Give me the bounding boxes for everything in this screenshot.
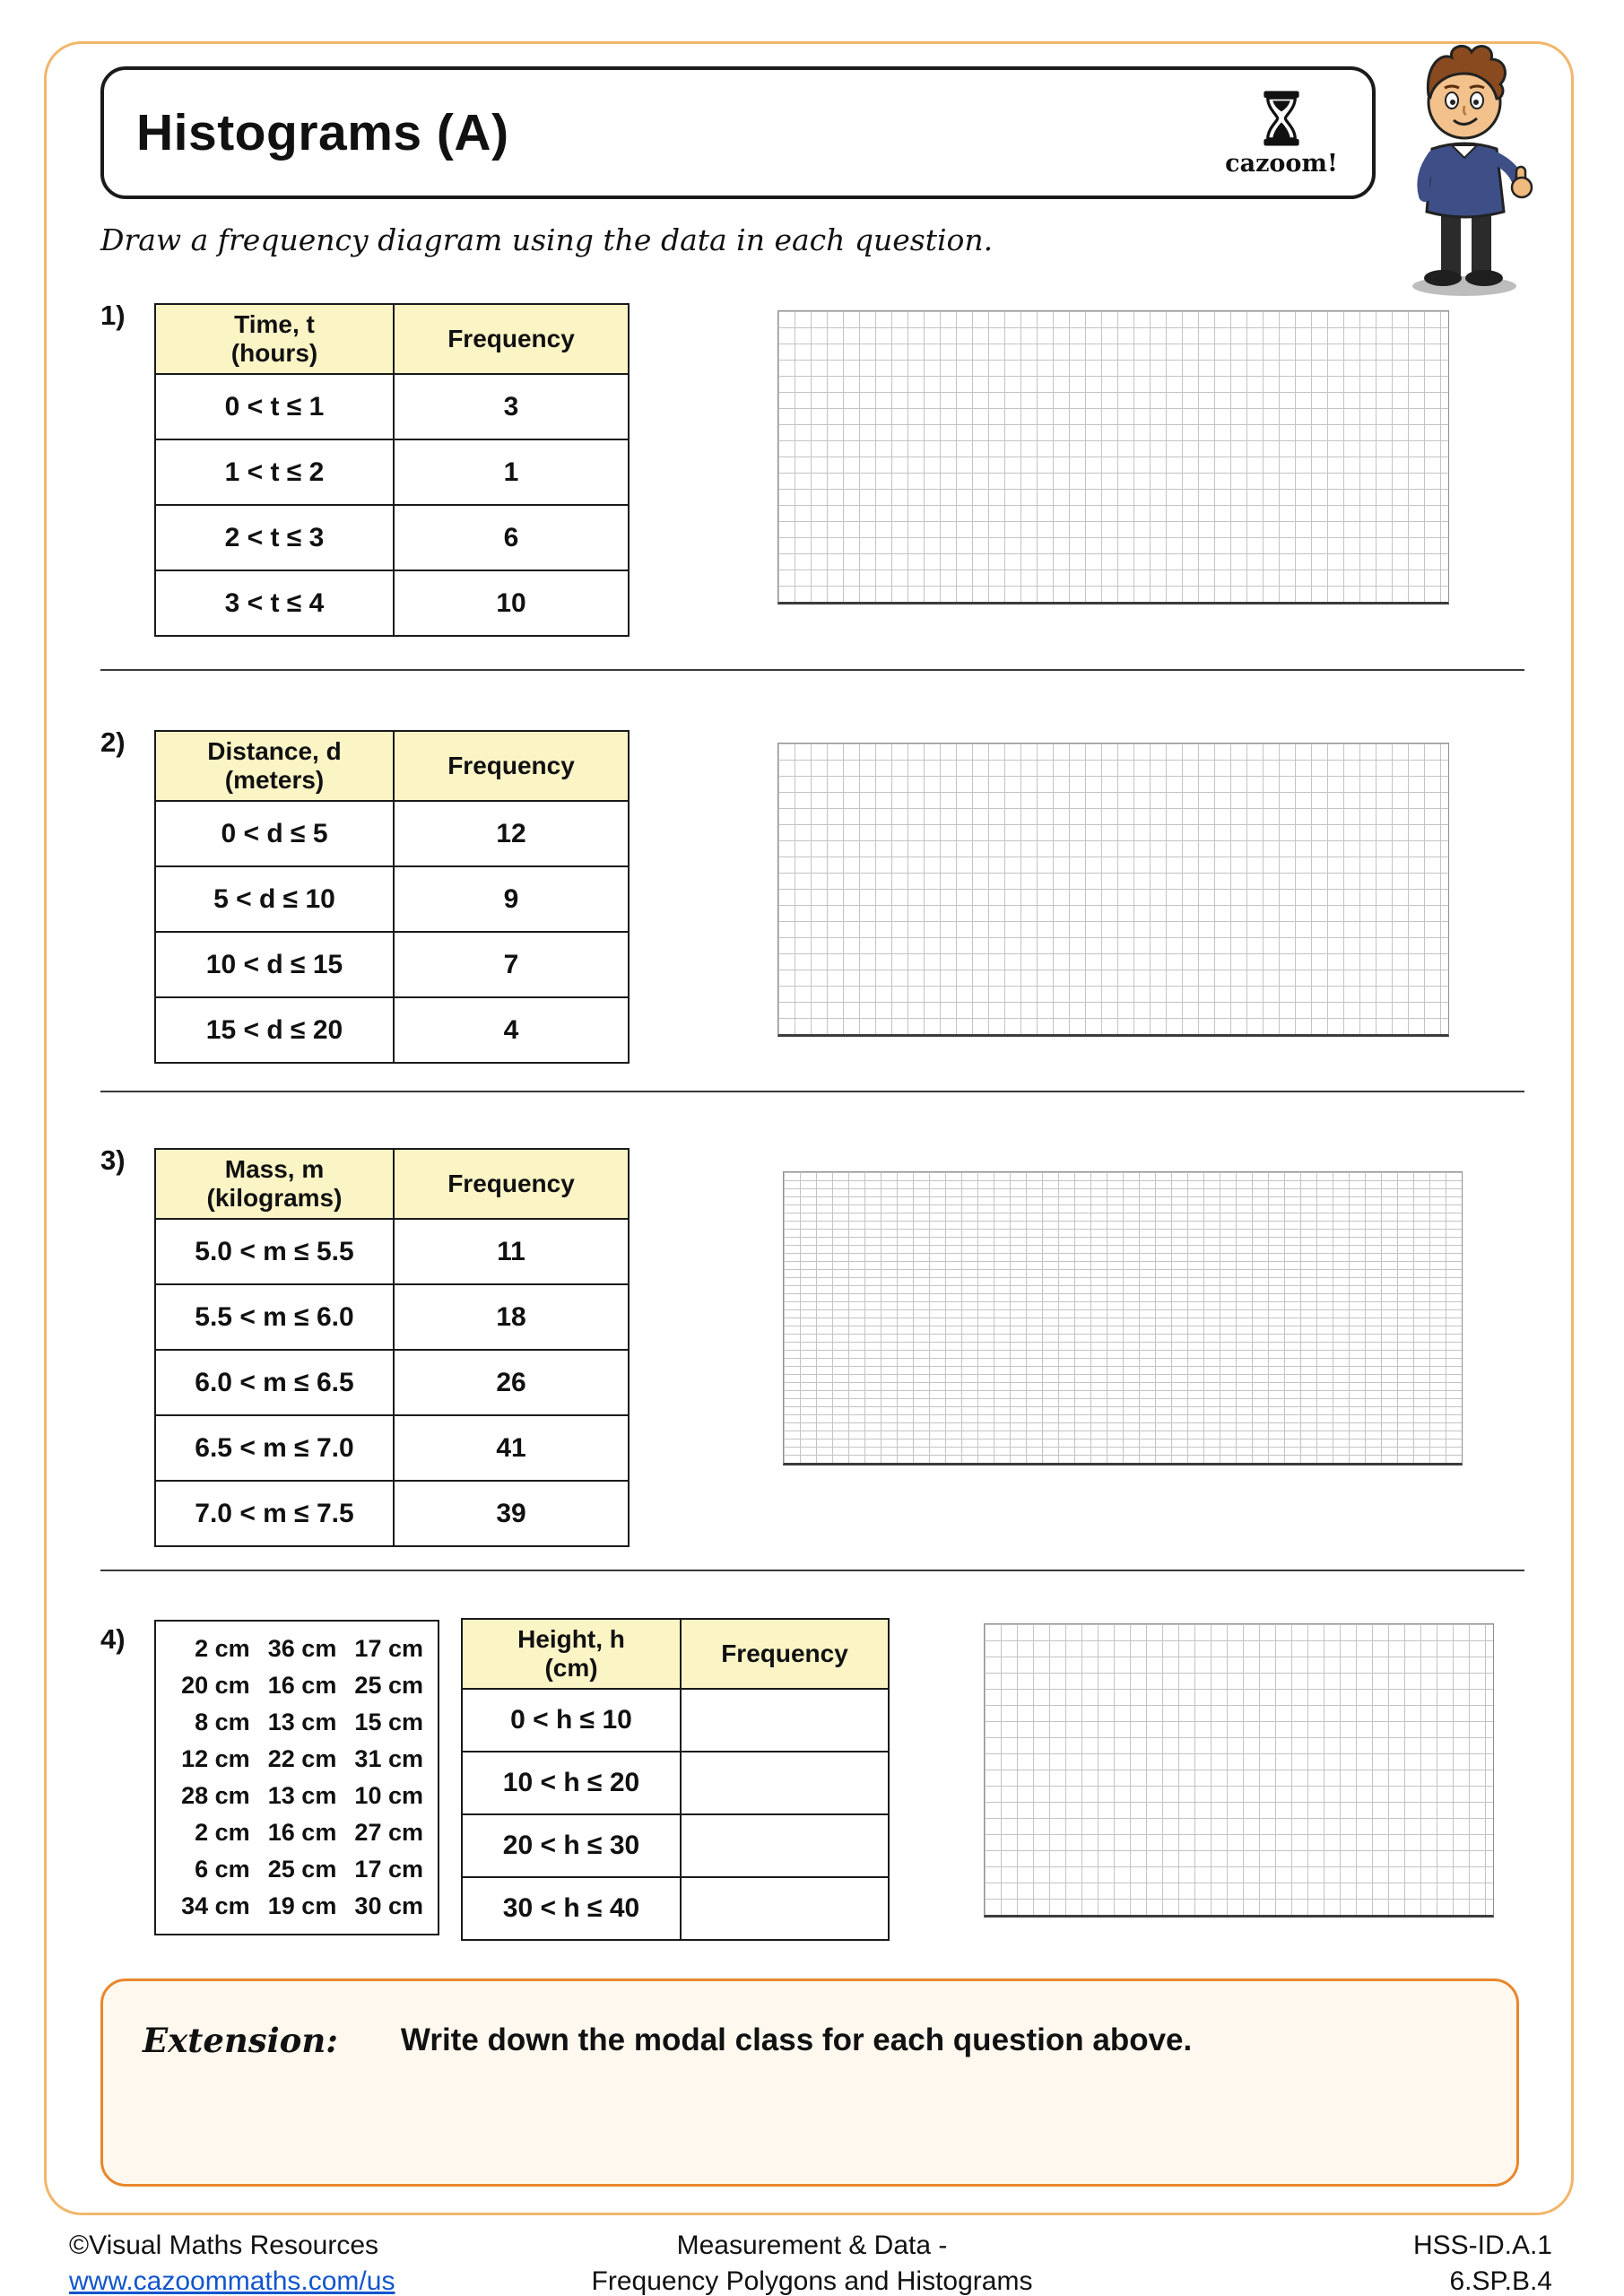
- question-2-table: [154, 730, 630, 1064]
- title-banner: [100, 66, 1376, 199]
- question-1-label: 1): [100, 300, 126, 331]
- interval-cell: 20 < h ≤ 30: [462, 1814, 681, 1877]
- question-3-table: [154, 1148, 630, 1547]
- boy-mascot-illustration: [1385, 32, 1547, 301]
- data-value: 34 cm: [181, 1892, 250, 1919]
- data-value: 36 cm: [267, 1635, 337, 1662]
- table-row: [155, 801, 629, 866]
- extension-text: Write down the modal class for each question above.: [400, 2022, 1193, 2057]
- table-header-row: [155, 304, 629, 374]
- data-value: 25 cm: [267, 1856, 337, 1883]
- table-row: [155, 866, 629, 932]
- frequency-cell-empty: [681, 1877, 889, 1940]
- interval-cell: 3 < t ≤ 4: [155, 570, 394, 636]
- frequency-cell-empty: [681, 1752, 889, 1814]
- question-3-label: 3): [100, 1144, 126, 1176]
- table-row: [462, 1877, 889, 1940]
- interval-cell: 5 < d ≤ 10: [155, 866, 394, 932]
- data-value: 27 cm: [354, 1819, 423, 1846]
- data-value: 16 cm: [267, 1819, 337, 1846]
- section-divider: [100, 669, 1524, 671]
- interval-header: Distance, d (meters): [155, 731, 394, 801]
- frequency-cell: 39: [394, 1481, 629, 1546]
- table-row: [462, 1689, 889, 1752]
- frequency-cell: 41: [394, 1415, 629, 1481]
- cazoom-logo: [1223, 89, 1340, 178]
- footer-standard-1: HSS-ID.A.1: [1412, 2231, 1552, 2260]
- table-row: [462, 1752, 889, 1814]
- frequency-cell: 9: [394, 866, 629, 932]
- frequency-header: Frequency: [394, 731, 629, 801]
- frequency-cell: 6: [394, 505, 629, 570]
- frequency-cell-empty: [681, 1814, 889, 1877]
- interval-cell: 0 < t ≤ 1: [155, 374, 394, 439]
- table-row: [155, 1350, 629, 1415]
- data-value: 15 cm: [354, 1709, 423, 1735]
- question-1-table: [154, 303, 630, 637]
- table-row: [155, 439, 629, 505]
- raw-data-box: [154, 1620, 439, 1935]
- frequency-cell: 1: [394, 439, 629, 505]
- data-value: 20 cm: [181, 1672, 250, 1699]
- question-4-label: 4): [100, 1623, 126, 1655]
- frequency-cell-empty: [681, 1689, 889, 1752]
- interval-header: Height, h (cm): [462, 1619, 681, 1689]
- data-value: 13 cm: [267, 1782, 337, 1809]
- footer-center: [0, 2228, 1624, 2296]
- table-header-row: [155, 731, 629, 801]
- instruction-text: Draw a frequency diagram using the data in each question.: [100, 222, 994, 257]
- data-value: 25 cm: [354, 1672, 423, 1699]
- section-divider: [100, 1570, 1524, 1571]
- footer-topic-line2: Frequency Polygons and Histograms: [591, 2266, 1033, 2296]
- data-value: 10 cm: [354, 1782, 423, 1809]
- graph-grid-2: [777, 743, 1449, 1037]
- graph-grid-1: [777, 310, 1449, 604]
- frequency-cell: 26: [394, 1350, 629, 1415]
- data-value: 2 cm: [195, 1635, 250, 1662]
- table-row: [155, 1219, 629, 1284]
- interval-cell: 1 < t ≤ 2: [155, 439, 394, 505]
- data-value: 28 cm: [181, 1782, 250, 1809]
- frequency-cell: 4: [394, 997, 629, 1063]
- interval-cell: 5.5 < m ≤ 6.0: [155, 1284, 394, 1350]
- footer-copyright: ©Visual Maths Resources: [69, 2231, 379, 2260]
- data-value: 31 cm: [354, 1745, 423, 1772]
- frequency-cell: 10: [394, 570, 629, 636]
- table-row: [155, 570, 629, 636]
- data-value: 17 cm: [354, 1635, 423, 1662]
- interval-cell: 6.5 < m ≤ 7.0: [155, 1415, 394, 1481]
- extension-box: [100, 1979, 1519, 2187]
- interval-header: Mass, m (kilograms): [155, 1149, 394, 1219]
- frequency-cell: 12: [394, 801, 629, 866]
- interval-cell: 15 < d ≤ 20: [155, 997, 394, 1063]
- footer-right: [1413, 2228, 1552, 2296]
- table-row: [155, 932, 629, 997]
- hourglass-icon: [1260, 89, 1303, 148]
- data-value: 6 cm: [195, 1856, 250, 1883]
- section-divider: [100, 1091, 1524, 1092]
- interval-cell: 5.0 < m ≤ 5.5: [155, 1219, 394, 1284]
- data-value: 12 cm: [181, 1745, 250, 1772]
- logo-text: cazoom!: [1225, 149, 1338, 178]
- data-value: 13 cm: [267, 1709, 337, 1735]
- interval-cell: 2 < t ≤ 3: [155, 505, 394, 570]
- footer-standard-2: 6.SP.B.4: [1449, 2266, 1552, 2296]
- footer-website-link[interactable]: www.cazoommaths.com/us: [69, 2266, 395, 2296]
- interval-cell: 0 < h ≤ 10: [462, 1689, 681, 1752]
- interval-cell: 7.0 < m ≤ 7.5: [155, 1481, 394, 1546]
- graph-grid-3: [783, 1171, 1463, 1465]
- interval-cell: 10 < h ≤ 20: [462, 1752, 681, 1814]
- interval-cell: 6.0 < m ≤ 6.5: [155, 1350, 394, 1415]
- page-title: Histograms (A): [136, 104, 509, 161]
- frequency-header: Frequency: [681, 1619, 889, 1689]
- data-value: 17 cm: [354, 1856, 423, 1883]
- interval-cell: 30 < h ≤ 40: [462, 1877, 681, 1940]
- table-row: [155, 1415, 629, 1481]
- table-row: [155, 997, 629, 1063]
- data-value: 2 cm: [195, 1819, 250, 1846]
- frequency-cell: 3: [394, 374, 629, 439]
- interval-cell: 10 < d ≤ 15: [155, 932, 394, 997]
- frequency-cell: 7: [394, 932, 629, 997]
- frequency-header: Frequency: [394, 304, 629, 374]
- table-row: [462, 1814, 889, 1877]
- frequency-cell: 11: [394, 1219, 629, 1284]
- extension-label: Extension:: [143, 2021, 338, 2060]
- data-value: 19 cm: [267, 1892, 337, 1919]
- table-row: [155, 505, 629, 570]
- question-2-label: 2): [100, 726, 126, 758]
- interval-header: Time, t (hours): [155, 304, 394, 374]
- graph-grid-4: [984, 1623, 1494, 1918]
- table-header-row: [462, 1619, 889, 1689]
- table-header-row: [155, 1149, 629, 1219]
- data-value: 22 cm: [267, 1745, 337, 1772]
- footer-topic-line1: Measurement & Data -: [676, 2231, 948, 2260]
- frequency-cell: 18: [394, 1284, 629, 1350]
- frequency-header: Frequency: [394, 1149, 629, 1219]
- interval-cell: 0 < d ≤ 5: [155, 801, 394, 866]
- table-row: [155, 374, 629, 439]
- data-value: 8 cm: [195, 1709, 250, 1735]
- table-row: [155, 1284, 629, 1350]
- data-value: 16 cm: [267, 1672, 337, 1699]
- question-4-table: [461, 1618, 890, 1941]
- data-value: 30 cm: [354, 1892, 423, 1919]
- table-row: [155, 1481, 629, 1546]
